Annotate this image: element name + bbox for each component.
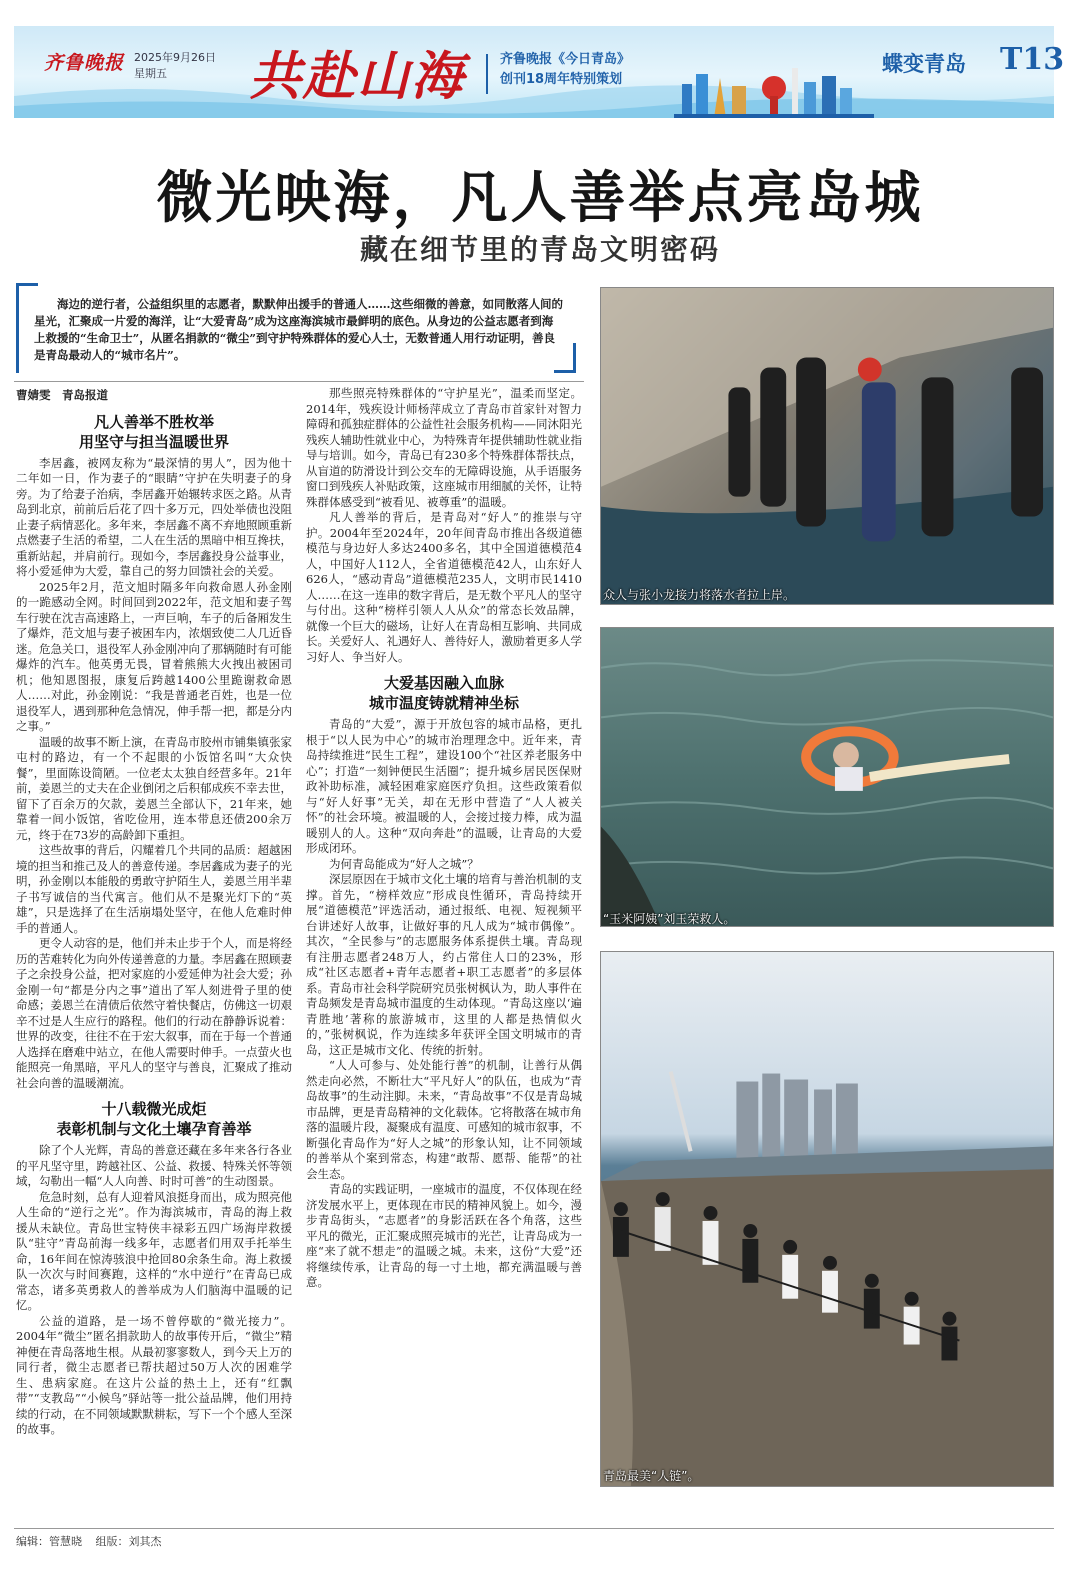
body-paragraph: 那些照亮特殊群体的“守护星光”，温柔而坚定。2014年，残疾设计师杨萍成立了青岛市首家针对智力障碍和孤独症群体的公益性社会服务机构——同沐阳光残疾人辅助性就业中心，为特殊青年提供辅助性就业指导与培训。如今，青岛已有230多个特殊群体帮扶点，从盲道的防滑设计到公交车的无障碍设施，从手语服务窗口到残疾人补贴政策，这座城市用细腻的关怀，让特殊群体感受到“被看见、被尊重”的温暖。 [306, 386, 582, 509]
body-paragraph: 凡人善举的背后，是青岛对“好人”的推崇与守护。2004年至2024年，20年间青岛市推出各级道德模范与身边好人多达2400多名，其中全国道德模范4人，中国好人112人，全省道德模范42人，山东好人626人，“感动青岛”道德模范235人，文明市民1410人……在这一连串的数字背后，是无数个平凡人的坚守与付出。这种“榜样引领人人从众”的常态长效品牌，就像一个巨大的磁场，让好人在青岛相互影响、共同成长。关爱好人、礼遇好人、善待好人，激励着更多人学习好人、争当好人。 [306, 510, 582, 664]
body-paragraph: 深层原因在于城市文化土壤的培育与善治机制的支撑。首先，“榜样效应”形成良性循环，青岛持续开展“道德模范”评选活动，通过报纸、电视、短视频平台讲述好人故事，让做好事的凡人成为“城市偶像”。其次，“全民参与”的志愿服务体系提供土壤。青岛现有注册志愿者248万人，约占常住人口的23%，形成“社区志愿者+青年志愿者+职工志愿者”的多层体系。青岛市社会科学院研究员张树枫认为，助人事件在青岛频发是青岛城市温度的生动体现。“青岛这座以‘遍青胜地’著称的旅游城市，这里的人都是热情似火的，”张树枫说，作为连续多年获评全国文明城市的青岛，这正是城市文化、传统的折射。 [306, 872, 582, 1057]
body-paragraph: 青岛的“大爱”，源于开放包容的城市品格，更扎根于“以人民为中心”的城市治理理念中。近年来，青岛持续推进“民生工程”，建设100个“社区养老服务中心”；打造“一刻钟便民生活圈”；提升城乡居民医保财政补助标准，减轻困难家庭医疗负担。这些政策看似与“好人好事”无关，却在无形中营造了“人人被关怀”的社会环境。被温暖的人，会接过接力棒，成为温暖别人的人。这种“双向奔赴”的温暖，让青岛的大爱形成闭环。 [306, 717, 582, 855]
body-paragraph: 温暖的故事不断上演，在青岛市胶州市铺集镇张家屯村的路边，有一个不起眼的小饭馆名叫“大众快餐”，里面陈设简陋。一位老太太独自经营多年。21年前，姜恩兰的丈夫在企业倒闭之后积郁成疾不幸去世，留下了百余万的欠款，姜恩兰全部认下，21年来，她靠着一间小饭馆，省吃俭用，连本带息还债200余万元，终于在73岁的高龄卸下重担。 [16, 734, 292, 842]
photo-sea-rescue [600, 627, 1054, 927]
page-footer [16, 1533, 172, 1549]
photo-rescue-rocks-icon [601, 288, 1053, 604]
body-paragraph: 李居鑫，被网友称为“最深情的男人”，因为他十二年如一日，作为妻子的“眼睛”守护在失明妻子的身旁。为了给妻子治病，李居鑫开始辗转求医之路。从青岛到北京，前前后后花了四十多万元，四处举债也没阻止妻子病情恶化。多年来，李居鑫不离不弃地照顾重新点燃妻子生活的希望，二人在生活的黑暗中相互搀扶，重新站起，并肩前行。现如今，李居鑫投身公益事业，将小爱延伸为大爱，靠自己的努力回馈社会的关爱。 [16, 455, 292, 578]
section-heading-line1: 凡人善举不胜枚举 [93, 412, 214, 431]
section-heading [16, 1099, 292, 1139]
body-paragraph: 危急时刻，总有人迎着风浪挺身而出，成为照亮他人生命的“逆行之光”。作为海滨城市，青岛的海上救援从未缺位。青岛世宝特侠丰禄彩五四广场海岸救援队“驻守”青岛前海一线多年，志愿者们用双手托举生命，16年间在惊涛骇浪中抢回80余条生命。海上救援队一次次与时间赛跑，这样的“水中逆行”在青岛已成常态，诸多英勇救人的善举成为人们脑海中温暖的记忆。 [16, 1189, 292, 1312]
brand-subtitle-line2: 创刊18周年特别策划 [500, 72, 623, 87]
photo-caption: 青岛最美“人链”。 [603, 1469, 700, 1483]
photo-sea-rescue-icon [601, 628, 1053, 926]
frame-corner [573, 343, 576, 373]
issue-date [134, 50, 216, 82]
article-column-1 [16, 388, 292, 1488]
section-heading-line2: 表彰机制与文化土壤孕育善举 [56, 1120, 252, 1138]
byline: 曹婧雯 青岛报道 [16, 388, 108, 402]
body-paragraph: 更令人动容的是，他们并未止步于个人，而是将经历的苦难转化为向外传递善意的力量。李居鑫在照顾妻子之余投身公益，把对家庭的小爱延伸为社会大爱；孙金刚一句“都是分内之事”道出了军人刻进骨子里的使命感；姜恩兰在清债后依然守着快餐店，仿佛这一切艰辛不过是人生应行的路程。他们的行动在静静诉说着：世界的改变，往往不在于宏大叙事，而在于每一个普通人选择在磨难中站立，在他人需要时伸手。一点萤火也能照亮一角黑暗，平凡人的坚守与善良，汇聚成了推动社会向善的温暖潮流。 [16, 936, 292, 1090]
section-heading [306, 673, 582, 713]
brand-subtitle [500, 50, 630, 90]
frame-corner [16, 283, 38, 286]
city-skyline-icon [674, 56, 874, 118]
photo-caption: 众人与张小龙接力将落水者拉上岸。 [603, 588, 796, 602]
divider [14, 381, 584, 382]
body-paragraph: 为何青岛能成为“好人之城”？ [329, 856, 479, 871]
paper-name: 齐鲁晚报 [44, 52, 125, 74]
photo-caption: “玉米阿姨”刘玉荣救人。 [603, 912, 736, 926]
brand-subtitle-line1: 齐鲁晚报《今日青岛》 [500, 52, 631, 67]
masthead-banner [14, 26, 1065, 118]
section-name: 蝶变青岛 [882, 51, 966, 76]
issue-date-text: 2025年9月26日 [134, 51, 216, 64]
issue-weekday: 星期五 [134, 67, 167, 80]
section-heading-line2: 城市温度铸就精神坐标 [368, 694, 519, 712]
section-heading-line1: 大爱基因融入血脉 [383, 674, 504, 692]
subheadline: 藏在细节里的青岛文明密码 [359, 233, 720, 266]
section-heading [16, 412, 292, 452]
body-paragraph: 公益的道路，是一场不曾停歇的“微光接力”。2004年“微尘”匿名捐款助人的故事传开后，“微尘”精神便在青岛落地生根。从最初寥寥数人，到今天上万的同行者，微尘志愿者已帮扶超过50万人次的困难学生、患病家庭。在这片公益的热土上，还有“红飘带”“支教岛”“小候鸟”驿站等一批公益品牌，他们用持续的行动，在不同领域默默耕耘，写下一个个感人至深的故事。 [16, 1313, 292, 1436]
page-number: T13 [1000, 42, 1065, 77]
body-paragraph: 2025年2月，范文旭时隔多年向救命恩人孙金刚的一跪感动全网。时间回到2022年，范文旭和妻子驾车行驶在沈吉高速路上，一声巨响，车子的后备厢发生了爆炸，范文旭与妻子被困车内，浓烟致使二人几近昏迷。危急关口，退役军人孙金刚冲向了那辆随时有可能爆炸的汽车。他英勇无畏，冒着熊熊大火拽出被困司机；他知恩图报，康复后跨越1400公里跪谢救命恩人……对此，孙金刚说：“我是普通老百姓，也是一位退役军人，遇到那种危急情况，伸手帮一把，都是分内之事。” [16, 579, 292, 733]
photo-rescue-rocks [600, 287, 1054, 605]
footer-editor: 编辑：管慧晓 [16, 1535, 82, 1548]
brand-divider [486, 54, 488, 94]
article-column-2 [306, 386, 582, 1488]
section-heading-line1: 十八载微光成炬 [101, 1100, 207, 1118]
footer-divider [14, 1528, 1054, 1529]
frame-corner [554, 370, 576, 373]
lead-paragraph: 海边的逆行者，公益组织里的志愿者，默默伸出援手的普通人……这些细微的善意，如同散落人间的星光，汇聚成一片爱的海洋，让“大爱青岛”成为这座海滨城市最鲜明的底色。从身边的公益志愿者到海上救援的“生命卫士”，从匿名捐款的“微尘”到守护特殊群体的爱心人士，无数普通人用行动证明，善良是青岛最动人的“城市名片”。 [34, 297, 563, 362]
body-paragraph: 青岛的实践证明，一座城市的温度，不仅体现在经济发展水平上，更体现在市民的精神风貌上。如今，漫步青岛街头，“志愿者”的身影活跃在各个角落，这些平凡的微光，正汇聚成照亮城市的光芒，让青岛成为一座“来了就不想走”的温暖之城。未来，这份“大爱”还将继续传承，让青岛的每一寸土地，都充满温暖与善意。 [306, 1182, 582, 1289]
body-paragraph: 这些故事的背后，闪耀着几个共同的品质：超越困境的担当和推己及人的善意传递。李居鑫成为妻子的光明，孙金刚以本能般的勇敢守护陌生人，姜恩兰用半辈子书写诚信的当代寓言。他们从不是聚光灯下的“英雄”，只是选择了在生活崩塌处坚守，在他人危难时伸手的普通人。 [16, 843, 292, 935]
photo-human-chain-icon [601, 952, 1053, 1486]
section-heading-line2: 用坚守与担当温暖世界 [78, 432, 229, 451]
headline: 微光映海，凡人善举点亮岛城 [156, 165, 924, 231]
special-brand-title: 共赴山海 [249, 46, 466, 107]
body-paragraph: “人人可参与、处处能行善”的机制，让善行从偶然走向必然，不断壮大“平凡好人”的队伍，也成为“青岛故事”的生动注脚。未来，“青岛故事”不仅是青岛城市品牌，更是青岛精神的文化载体。它将散落在城市角落的温暖片段，凝聚成有温度、可感知的城市叙事，不断强化青岛作为“好人之城”的形象认知，让不同领域的善举从个案到常态，构建“敢帮、愿帮、能帮”的社会生态。 [306, 1058, 582, 1181]
photo-human-chain [600, 951, 1054, 1487]
footer-layout: 组版：刘其杰 [95, 1535, 162, 1548]
body-paragraph: 除了个人光辉，青岛的善意还藏在多年来各行各业的平凡坚守里，跨越社区、公益、救援、特殊关怀等领域，勾勒出一幅“人人向善、时时可善”的生动图景。 [16, 1143, 292, 1188]
